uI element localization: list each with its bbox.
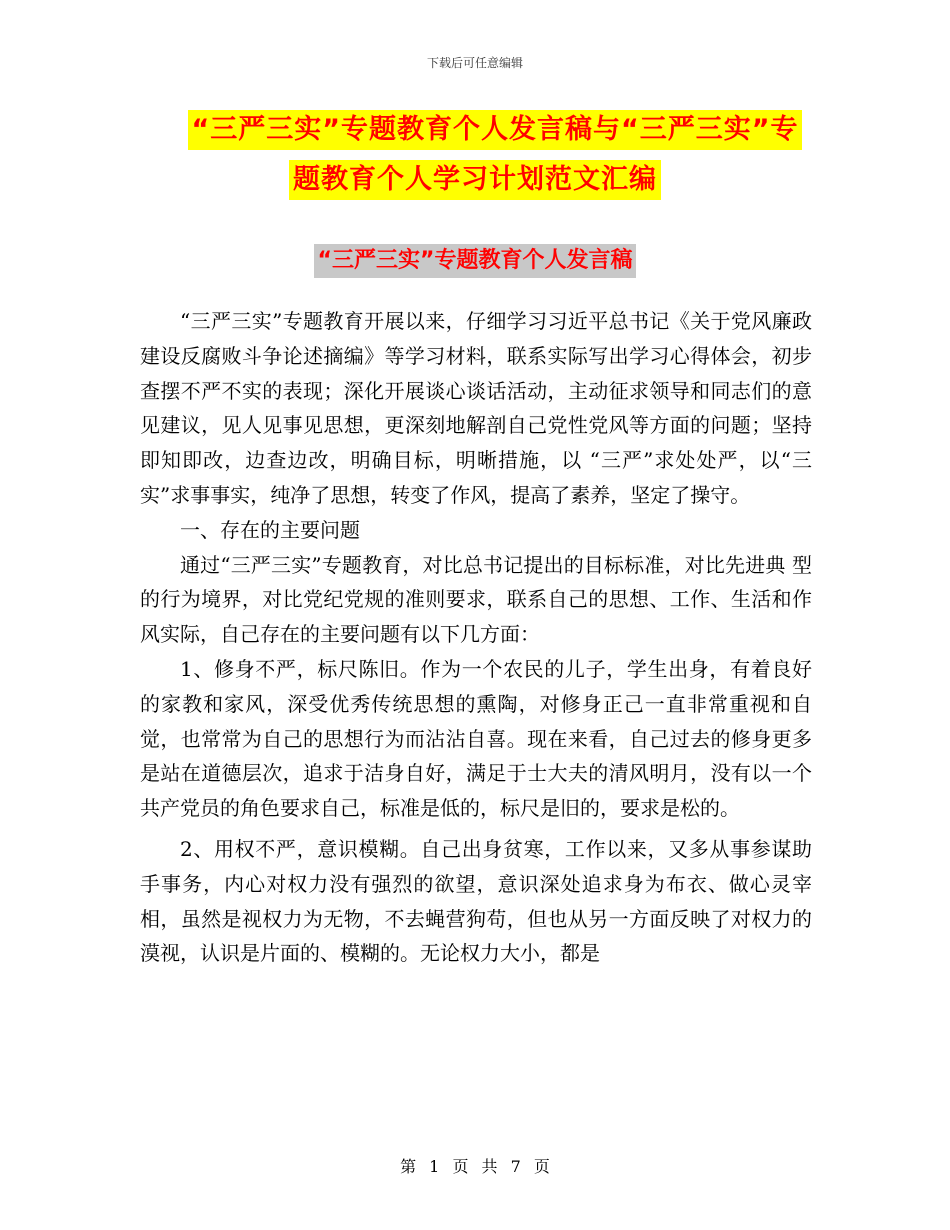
section-heading (0, 244, 950, 278)
paragraph-comparison: 通过“三严三实”专题教育，对比总书记提出的目标标准，对比先进典 型的行为境界，对比党纪党规的准则要求，联系自己的思想、工作、生活和作风实际，自己存在的主要问题有以下几方面： (140, 552, 812, 647)
document-body (140, 304, 812, 971)
title-line-2: 题教育个人学习计划范文汇编 (289, 160, 661, 200)
paragraph-point-1: 1、修身不严，标尺陈旧。作为一个农民的儿子，学生出身，有着良好的家教和家风，深受优秀传统思想的熏陶，对修身正己一直非常重视和自觉，也常常为自己的思想行为而沾沾自喜。现在来看，自己过去的修身更多是站在道德层次，追求于洁身自好，满足于士大夫的清风明月，没有以一个共产党员的角色要求自己，标准是低的，标尺是旧的，要求是松的。 (140, 656, 812, 821)
title-line-1: “三严三实”专题教育个人发言稿与“三严三实”专 (188, 110, 803, 150)
section-heading-text: “三严三实”专题教育个人发言稿 (314, 244, 637, 278)
paragraph-intro: “三严三实”专题教育开展以来，仔细学习习近平总书记《关于党风廉政建设反腐败斗争论述摘编》等学习材料，联系实际写出学习心得体会，初步查摆不严不实的表现；深化开展谈心谈话活动，主动征求领导和同志们的意见建议，见人见事见思想，更深刻地解剖自己党性党风等方面的问题；坚持即知即改，边查边改，明确目标，明晰措施，以 “三严”求处处严，以“三实”求事事实，纯净了思想，转变了作风，提高了素养，坚定了操守。 (140, 309, 812, 507)
document-title (0, 110, 950, 200)
page-footer: 第 1 页 共 7 页 (400, 1157, 550, 1176)
header-note: 下载后可任意编辑 (426, 56, 523, 70)
paragraph-heading-problems: 一、存在的主要问题 (180, 517, 360, 542)
paragraph-point-2: 2、用权不严，意识模糊。自己出身贫寒，工作以来，又多从事参谋助手事务，内心对权力没有强烈的欲望，意识深处追求身为布衣、做心灵宰相，虽然是视权力为无物，不去蝇营狗苟，但也从另一方面反映了对权力的漠视，认识是片面的、模糊的。无论权力大小，都是 (140, 836, 812, 966)
